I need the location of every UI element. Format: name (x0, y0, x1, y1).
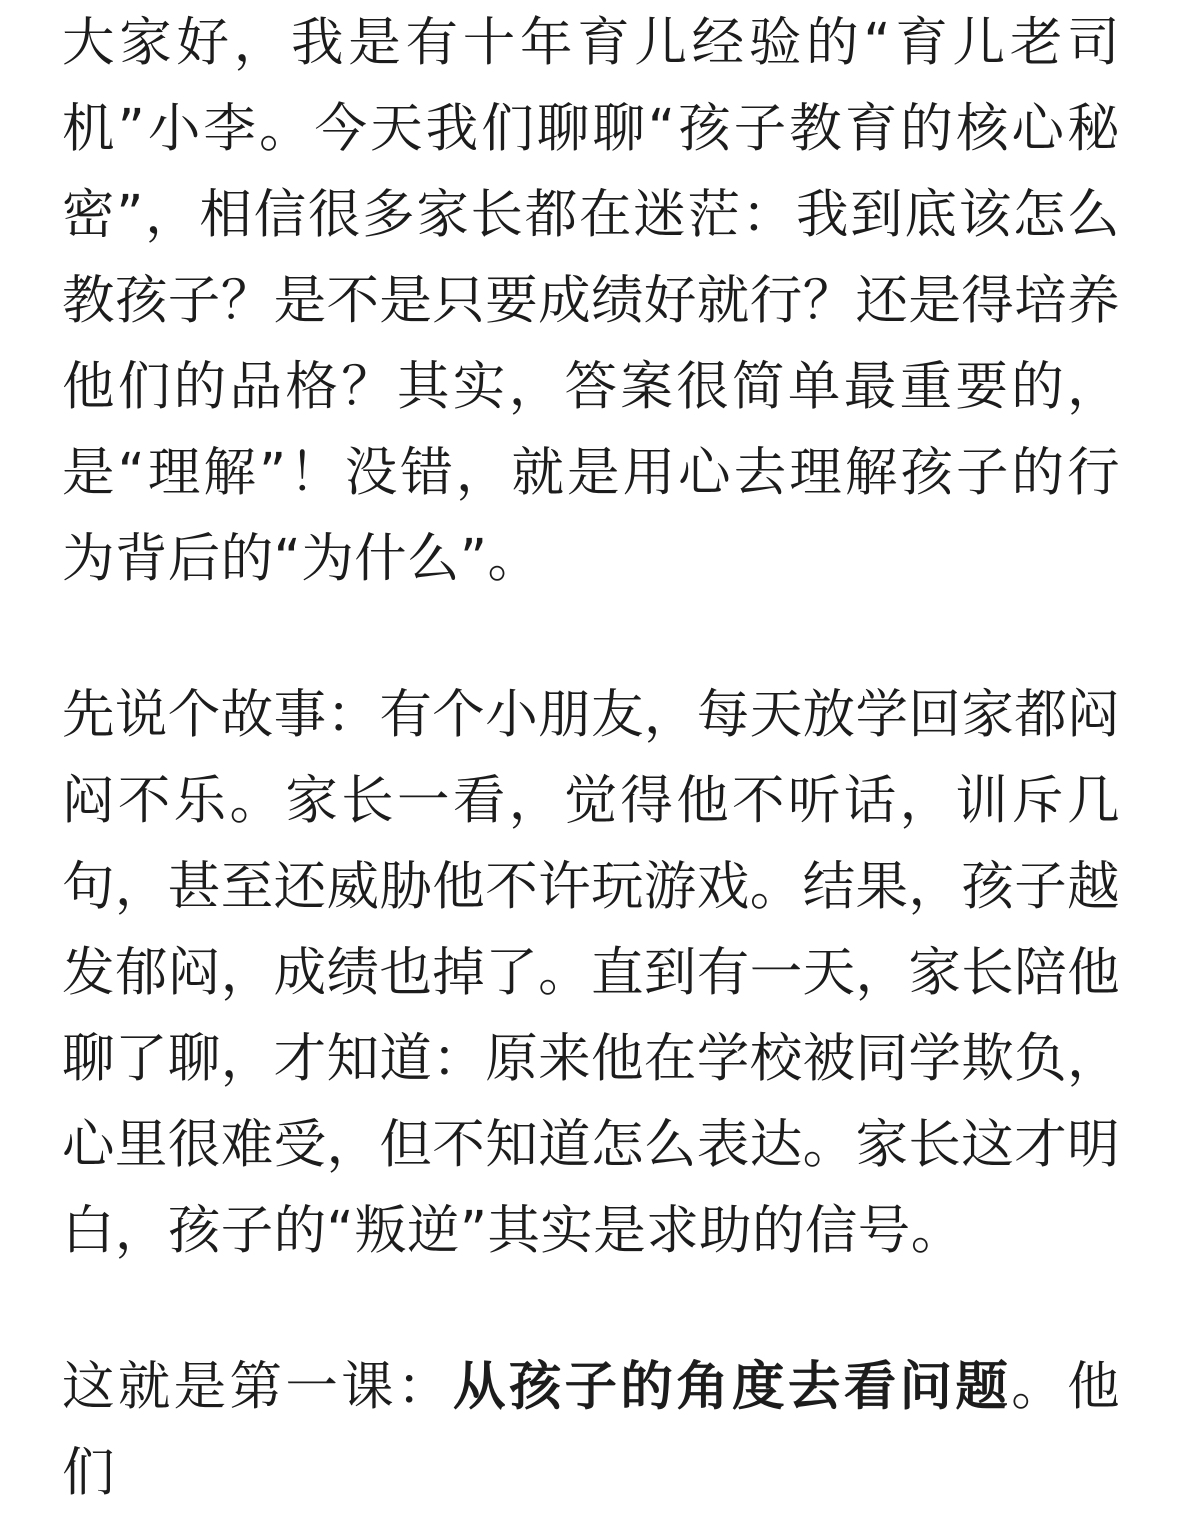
paragraph-lesson-one (62, 1344, 1120, 1516)
article-body (62, 0, 1120, 1516)
lesson-prefix: 这就是第一课： (62, 1356, 453, 1417)
lesson-suffix: 。他们 (62, 1356, 1120, 1503)
lesson-emphasis: 从孩子的角度去看问题 (452, 1356, 1012, 1417)
paragraph-story: 先说个故事：有个小朋友，每天放学回家都闷闷不乐。家长一看，觉得他不听话，训斥几句，甚至还威胁他不许玩游戏。结果，孩子越发郁闷，成绩也掉了。直到有一天，家长陪他聊了聊，才知道：原来他在学校被同学欺负，心里很难受，但不知道怎么表达。家长这才明白，孩子的“叛逆”其实是求助的信号。 (62, 684, 1121, 1261)
paragraph-intro: 大家好，我是有十年育儿经验的“育儿老司机”小李。今天我们聊聊“孩子教育的核心秘密”，相信很多家长都在迷茫：我到底该怎么教孩子？是不是只要成绩好就行？还是得培养他们的品格？其实，答案很简单最重要的，是“理解”！没错，就是用心去理解孩子的行为背后的“为什么”。 (62, 12, 1121, 589)
